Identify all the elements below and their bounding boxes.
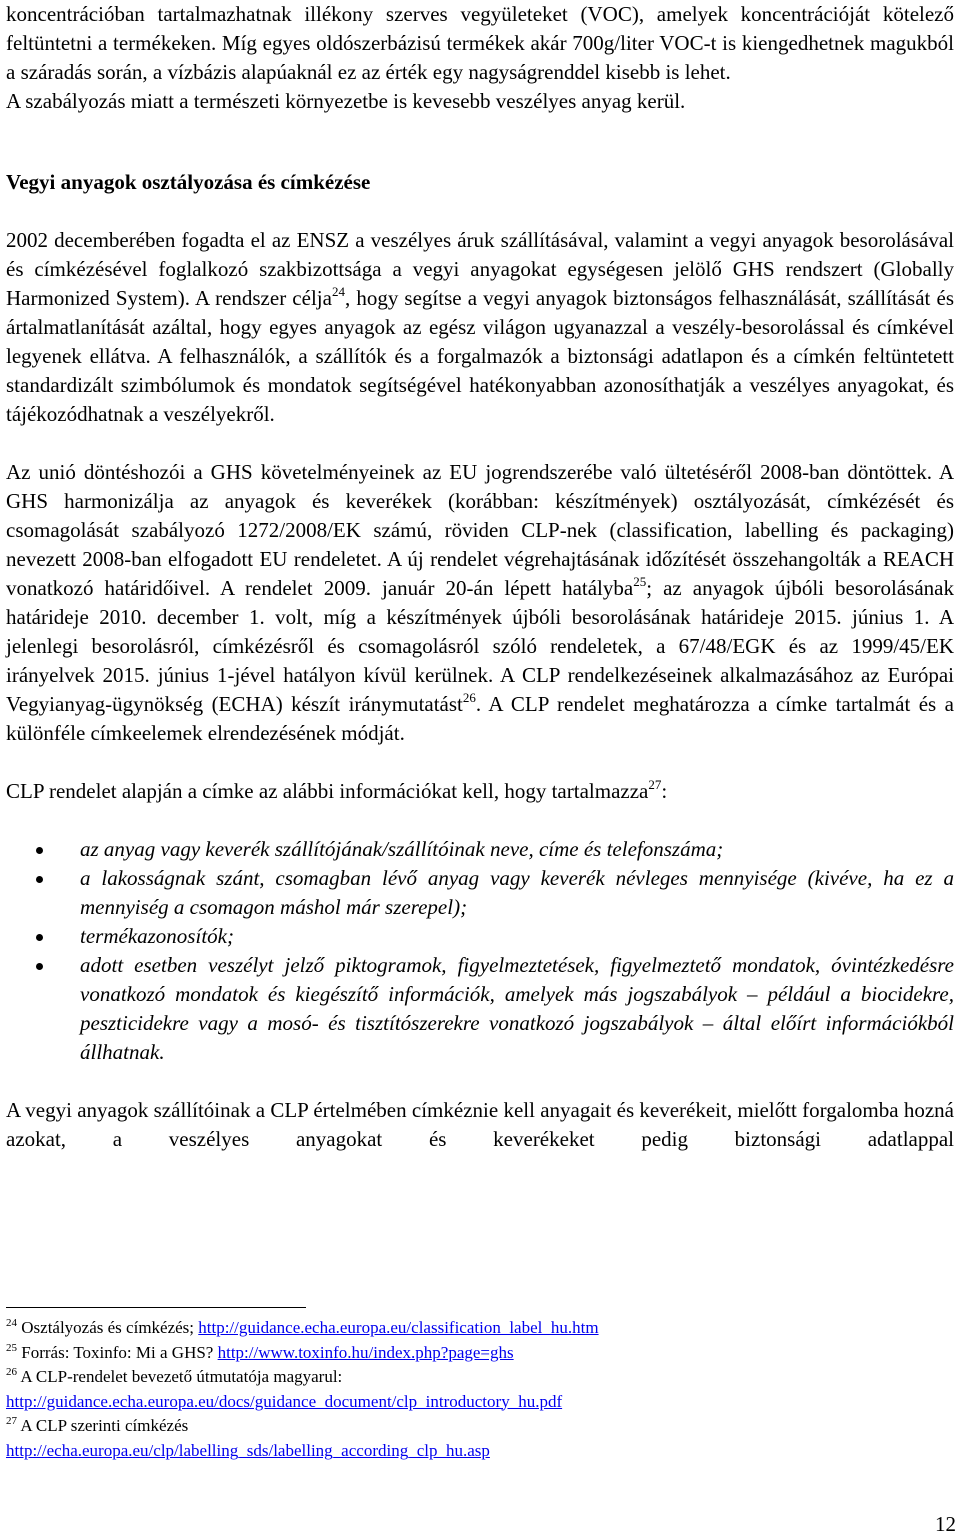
page-number: 12 [935,1512,956,1536]
footnote-26-link-line [6,1390,906,1415]
list-item: termékazonosítók; [6,922,954,951]
page-body [6,0,954,1154]
clp-label-paragraph: CLP rendelet alapján a címke az alábbi információkat kell, hogy tartalmazza$^{27}$: [6,777,668,803]
bullet-icon [36,934,43,941]
footnote-27: $^{27}$ A CLP szerinti címkézés [6,1415,189,1435]
footnote-link[interactable]: http://guidance.echa.europa.eu/docs/guidance_document/clp_introductory_hu.pdf [6,1391,563,1411]
bullet-icon [36,876,43,883]
intro-paragraph: koncentrációban tartalmazhatnak illékony szerves vegyületeket (VOC), amelyek koncentrációját kötelező feltüntetni a termékeken. Míg egyes oldószerbázisú termékek akár 700g/liter VOC-t is kiengedhetnek magukból a száradás során, a vízbázis alapúaknál ez az érték egy nagyságrenddel kisebb is lehet. [6,2,954,84]
section-heading: Vegyi anyagok osztályozása és címkézése [6,170,371,194]
footnote-25: $^{25}$ Forrás: Toxinfo: Mi a GHS? http://www.toxinfo.hu/index.php?page=ghs [6,1341,514,1362]
footnotes [6,1316,906,1463]
bullet-icon [36,847,43,854]
footnote-ref-27[interactable]: 27 [648,777,662,792]
ghs-paragraph: 2002 decemberében fogadta el az ENSZ a veszélyes áruk szállításával, valamint a vegyi anyagok besorolásával és címkézésével foglalkozó szakbizottsága a vegyi anyagokat egységesen jelölő GHS rendszert (Globally Harmonized System). A rendszer célja$^{24}$, hogy segítse a vegyi anyagok biztonságos felhasználását, szállítását és ártalmatlanítását azáltal, hogy egyes anyagok az egész világon ugyanazzal a veszély-besorolással és címkével legyenek ellátva. A felhasználók, a szállítók és a forgalmazók a biztonsági adatlapon és a címkén feltüntetett standardizált szimbólumok és mondatok segítségével hatékonyabban azonosíthatják a veszélyes anyagokat, és tájékozódhatnak a veszélyekről. [6,228,954,426]
footnote-ref-25[interactable]: 25 [633,574,647,589]
footnote-27-link-line [6,1439,906,1464]
label-requirements-list [6,835,954,1067]
footnote-26: $^{26}$ A CLP-rendelet bevezető útmutatója magyarul: [6,1366,343,1386]
suppliers-paragraph: A vegyi anyagok szállítóinak a CLP értelmében címkéznie kell anyagait és keverékeit, mielőtt forgalomba hozná azokat, a veszélyes anyagokat és keverékeket pedig biztonsági adatlappal [6,1098,954,1151]
footnote-link[interactable]: http://guidance.echa.europa.eu/classification_label_hu.htm [198,1318,599,1337]
footnote-divider [6,1307,306,1308]
footnote-24: $^{24}$ Osztályozás és címkézés; http://guidance.echa.europa.eu/classification_label_hu.htm [6,1317,599,1337]
list-item: adott esetben veszélyt jelző piktogramok, figyelmeztetések, figyelmeztető mondatok, óvintézkedésre vonatkozó mondatok és kiegészítő információk, amelyek más jogszabályok – például a biocidekre, peszticidekre vagy a mosó- és tisztítószerekre vonatkozó jogszabályok – által előírt információkból állhatnak. [6,951,954,1067]
footnote-ref-24[interactable]: 24 [331,284,345,299]
footnote-link[interactable]: http://www.toxinfo.hu/index.php?page=ghs [217,1342,514,1362]
intro-closing-line: A szabályozás miatt a természeti környezetbe is kevesebb veszélyes anyag kerül. [6,89,686,113]
eu-paragraph: Az unió döntéshozói a GHS követelményeinek az EU jogrendszerébe való ültetéséről 2008-ban döntöttek. A GHS harmonizálja az anyagok és keverékek (korábban: készítmények) osztályozását, címkézését és csomagolását szabályozó 1272/2008/EK számú, röviden CLP-nek (classification, labelling és packaging) nevezett 2008-ban elfogadott EU rendeletet. A új rendelet végrehajtásának időzítését összehangolták a REACH vonatkozó határidőivel. A rendelet 2009. január 20-án lépett hatályba$^{25}$; az anyagok újbóli besorolásának határideje 2010. december 1. volt, míg a készítmények újbóli besorolásának határideje 2015. június 1. A jelenlegi besorolásról, címkézésről és csomagolásról szóló rendeletek, a 67/48/EGK és az 1999/45/EK irányelvek 2015. június 1-jével hatályon kívül kerülnek. A CLP rendelkezéseinek alkalmazásához az Európai Vegyianyag-ügynökség (ECHA) készít iránymutatást$^{26}$. A CLP rendelet meghatározza a címke tartalmát és a különféle címkeelemek elrendezésének módját. [6,460,954,745]
footnote-ref-26[interactable]: 26 [462,690,476,705]
footnote-link[interactable]: http://echa.europa.eu/clp/labelling_sds/labelling_according_clp_hu.asp [6,1440,490,1460]
list-item: az anyag vagy keverék szállítójának/szállítóinak neve, címe és telefonszáma; [6,835,954,864]
bullet-icon [36,963,43,970]
list-item: a lakosságnak szánt, csomagban lévő anyag vagy keverék névleges mennyisége (kivéve, ha ez a mennyiség a csomagon máshol már szerepel); [6,864,954,922]
